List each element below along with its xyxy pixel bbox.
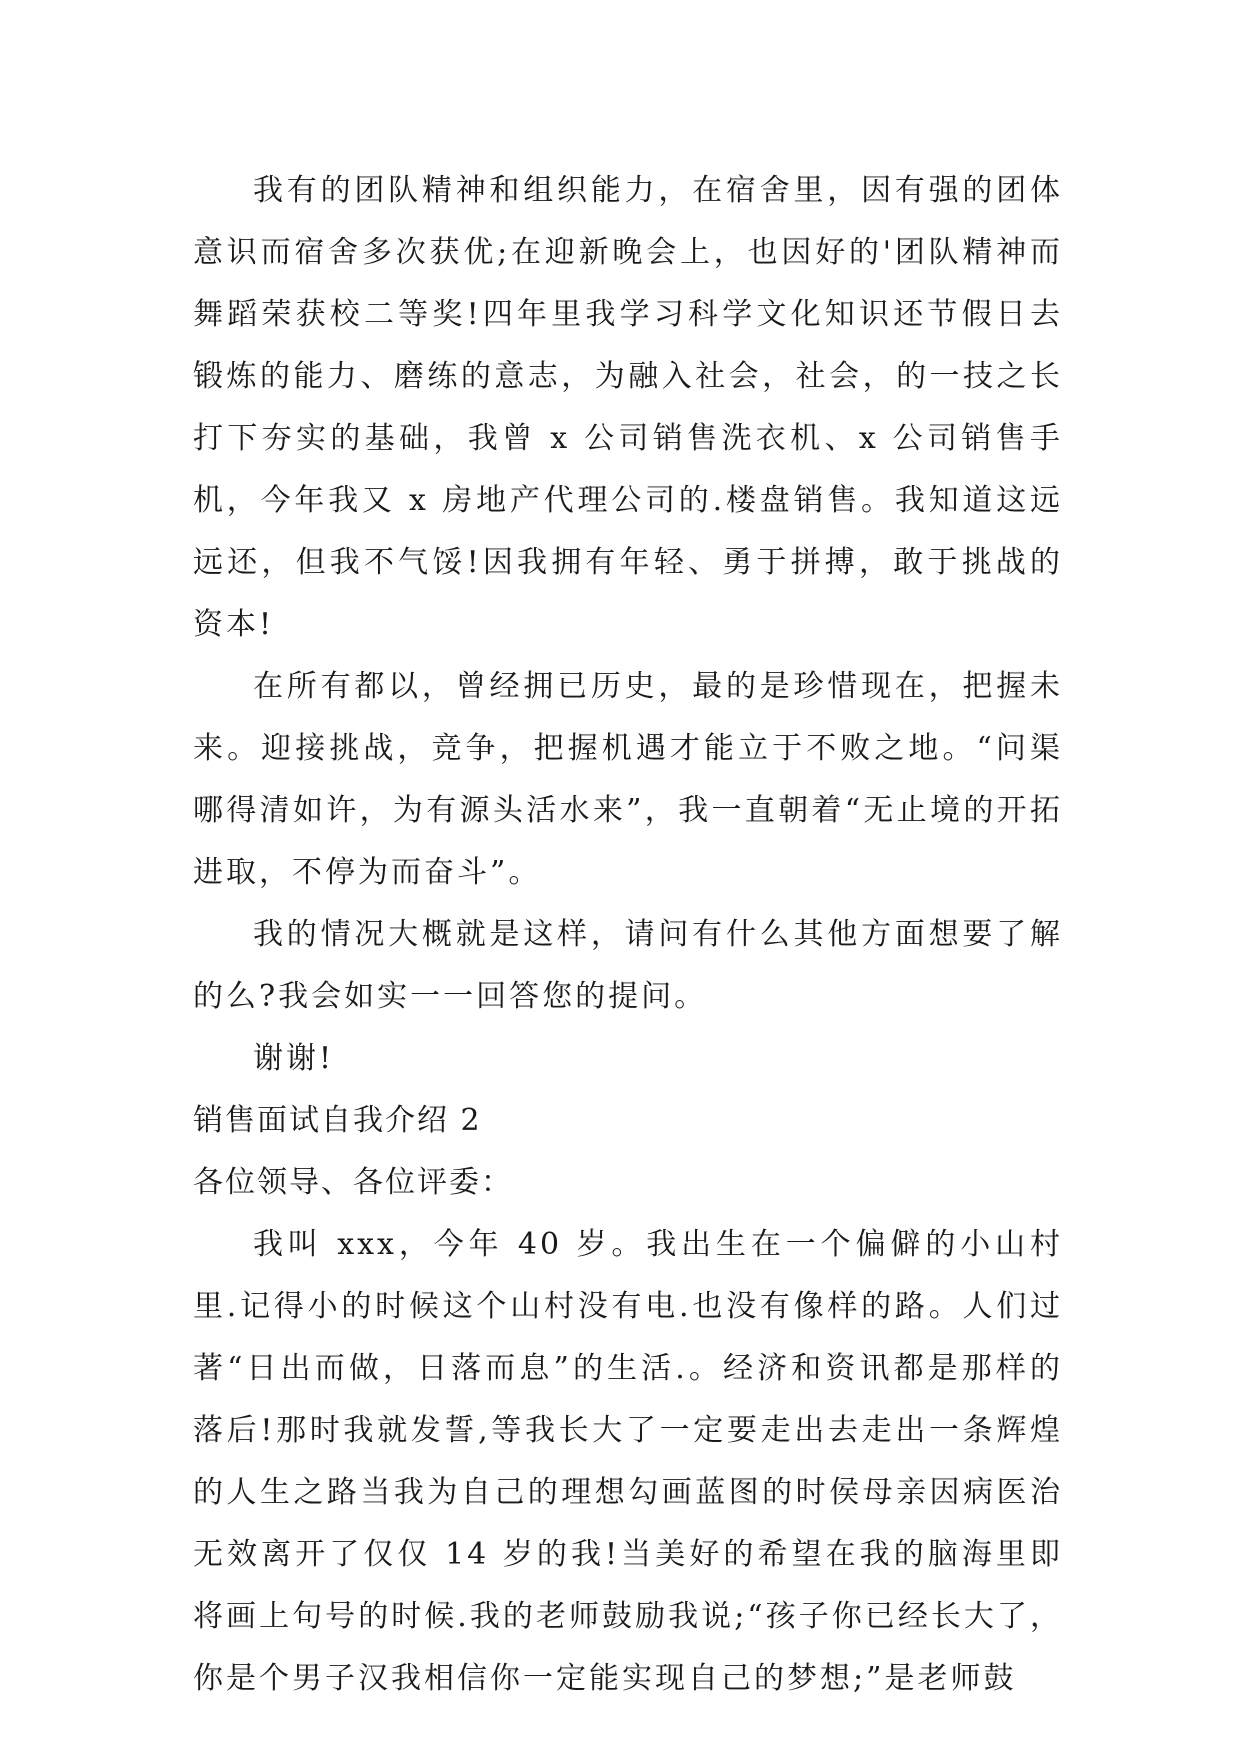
- paragraph-thanks: 谢谢!: [253, 1041, 335, 1076]
- section-title: 销售面试自我介绍 2: [193, 1103, 482, 1138]
- paragraph-teamwork: 我有的团队精神和组织能力，在宿舍里，因有强的团体意识而宿舍多次获优;在迎新晚会上，也因好的'团队精神而舞蹈荣获校二等奖!四年里我学习科学文化知识还节假日去锻炼的能力、磨练的意志，为融入社会，社会，的一技之长打下夯实的基础，我曾 x 公司销售洗衣机、x 公司销售手机，今年我又 x 房地产代理公司的.楼盘销售。我知道这远远还，但我不气馁!因我拥有年轻、勇于拼搏，敢于挑战的资本!: [193, 173, 1063, 642]
- paragraph-challenge: 在所有都以，曾经拥已历史，最的是珍惜现在，把握未来。迎接挑战，竞争，把握机遇才能立于不败之地。“问渠哪得清如许，为有源头活水来”，我一直朝着“无止境的开拓进取，不停为而奋斗”。: [193, 669, 1063, 890]
- paragraph-closing-question: 我的情况大概就是这样，请问有什么其他方面想要了解的么?我会如实一一回答您的提问。: [193, 917, 1063, 1014]
- salutation: 各位领导、各位评委：: [193, 1165, 513, 1200]
- document-body: [193, 160, 1063, 1710]
- paragraph-self-intro: 我叫 xxx，今年 40 岁。我出生在一个偏僻的小山村里.记得小的时候这个山村没有电.也没有像样的路。人们过著“日出而做，日落而息”的生活.。经济和资讯都是那样的落后!那时我就发誓,等我长大了一定要走出去走出一条辉煌的人生之路当我为自己的理想勾画蓝图的时侯母亲因病医治无效离开了仅仅 14 岁的我!当美好的希望在我的脑海里即将画上句号的时候.我的老师鼓励我说;“孩子你已经长大了，你是个男子汉我相信你一定能实现自己的梦想;”是老师鼓: [193, 1227, 1063, 1696]
